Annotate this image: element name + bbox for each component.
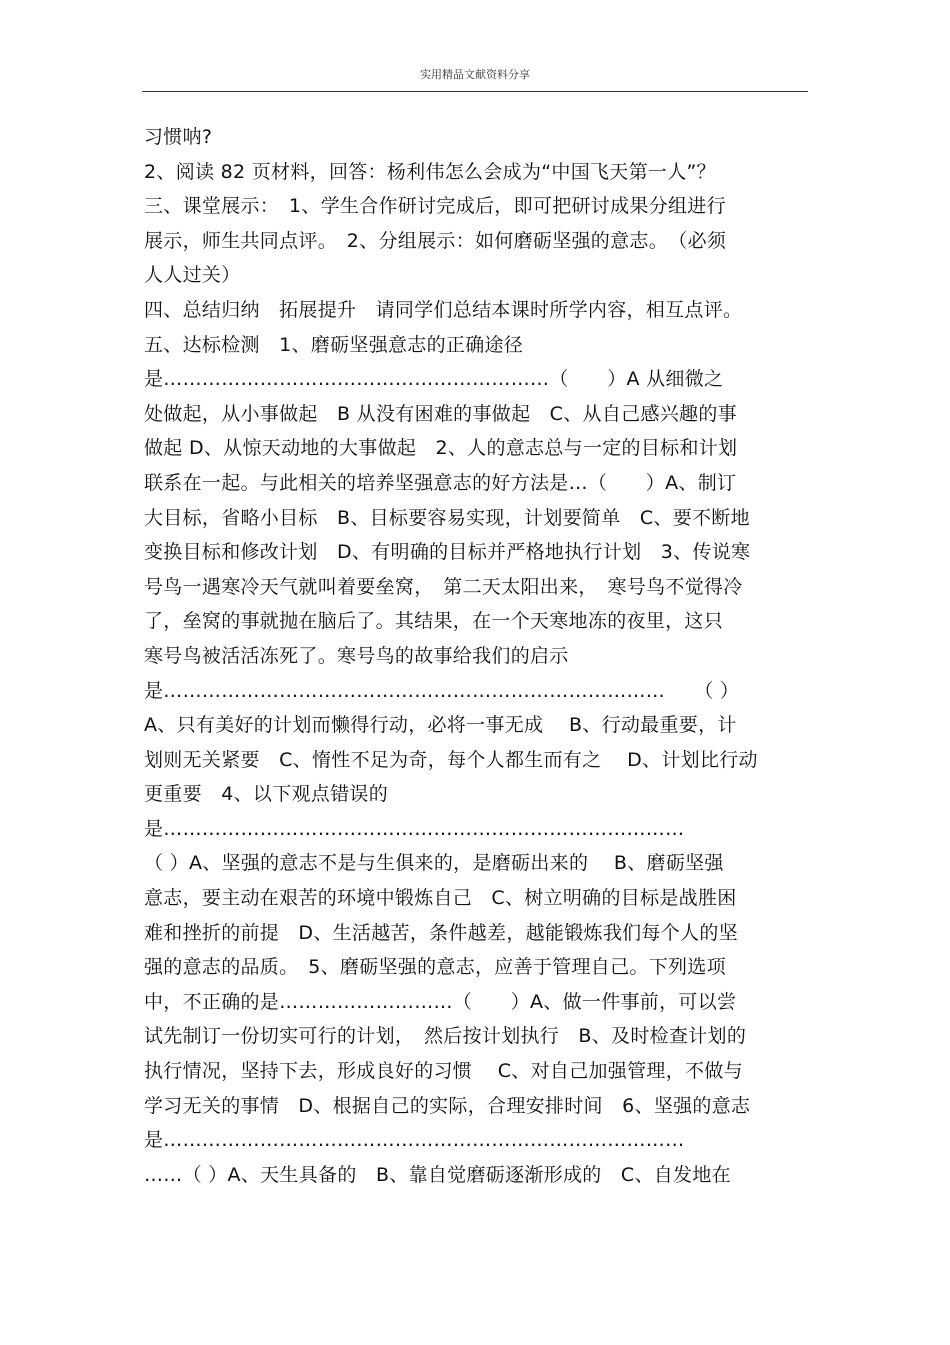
text-line: 寒号鸟被活活冻死了。寒号鸟的故事给我们的启示 [144, 644, 569, 667]
document-body [144, 120, 810, 1192]
text-line: 更重要 4、以下观点错误的 [144, 783, 388, 806]
text-line: 强的意志的品质。 5、磨砺坚强的意志，应善于管理自己。下列选项 [144, 956, 726, 979]
text-line: 难和挫折的前提 D、生活越苦，条件越差，越能锻炼我们每个人的坚 [144, 921, 738, 944]
text-line: 意志，要主动在艰苦的环境中锻炼自己 C、树立明确的目标是战胜困 [144, 887, 737, 910]
text-line: 习惯呐? [144, 126, 213, 148]
text-line: 变换目标和修改计划 D、有明确的目标并严格地执行计划 3、传说寒 [144, 541, 751, 564]
page-header: 实用精品文献资料分享 [420, 68, 530, 81]
text-line: 号鸟一遇寒冷天气就叫着要垒窝， 第二天太阳出来， 寒号鸟不觉得冷 [144, 575, 743, 598]
text-line: 处做起，从小事做起 B 从没有困难的事做起 C、从自己感兴趣的事 [144, 402, 737, 425]
header-rule [142, 91, 808, 92]
text-line: 执行情况，坚持下去，形成良好的习惯 C、对自己加强管理，不做与 [144, 1060, 743, 1083]
text-line: 中，不正确的是………………………（ ）A、做一件事前，可以尝 [144, 990, 737, 1013]
text-line: 学习无关的事情 D、根据自己的实际，合理安排时间 6、坚强的意志 [144, 1094, 751, 1117]
text-line: 是……………………………………………………（ ）A 从细微之 [144, 368, 724, 391]
text-line: 大目标，省略小目标 B、目标要容易实现，计划要简单 C、要不断地 [144, 506, 750, 529]
text-line: 展示，师生共同点评。 2、分组展示：如何磨砺坚强的意志。 （必须 [144, 229, 727, 252]
text-line: 试先制订一份切实可行的计划， 然后按计划执行 B、及时检查计划的 [144, 1025, 747, 1048]
text-line: 人人过关） [144, 264, 241, 287]
text-line: 联系在一起。与此相关的培养坚强意志的好方法是…（ ）A、制订 [144, 471, 737, 494]
text-line: 是…………………………………………………………………… （ ） [144, 679, 740, 702]
text-line: 是……………………………………………………………………… [144, 1129, 685, 1152]
text-line: 了，垒窝的事就抛在脑后了。其结果，在一个天寒地冻的夜里，这只 [144, 610, 724, 633]
text-line: 做起 D、从惊天动地的大事做起 2、人的意志总与一定的目标和计划 [144, 437, 738, 460]
text-line: A、只有美好的计划而懒得行动，必将一事无成 B、行动最重要，计 [144, 714, 737, 737]
text-line: （ ）A、坚强的意志不是与生俱来的，是磨砺出来的 B、磨砺坚强 [144, 852, 724, 875]
text-line: 2、阅读 82 页材料，回答：杨利伟怎么会成为“中国飞天第一人”？ [144, 160, 716, 183]
text-line: 三、课堂展示： 1、学生合作研讨完成后，即可把研讨成果分组进行 [144, 195, 726, 218]
text-line: 五、达标检测 1、磨砺坚强意志的正确途径 [144, 333, 524, 356]
text-line: 四、总结归纳 拓展提升 请同学们总结本课时所学内容，相互点评。 [144, 298, 743, 321]
text-line: 划则无关紧要 C、惰性不足为奇，每个人都生而有之 D、计划比行动 [144, 748, 758, 771]
text-line: ……（ ）A、天生具备的 B、靠自觉磨砺逐渐形成的 C、自发地在 [144, 1163, 731, 1186]
text-line: 是……………………………………………………………………… [144, 817, 685, 840]
